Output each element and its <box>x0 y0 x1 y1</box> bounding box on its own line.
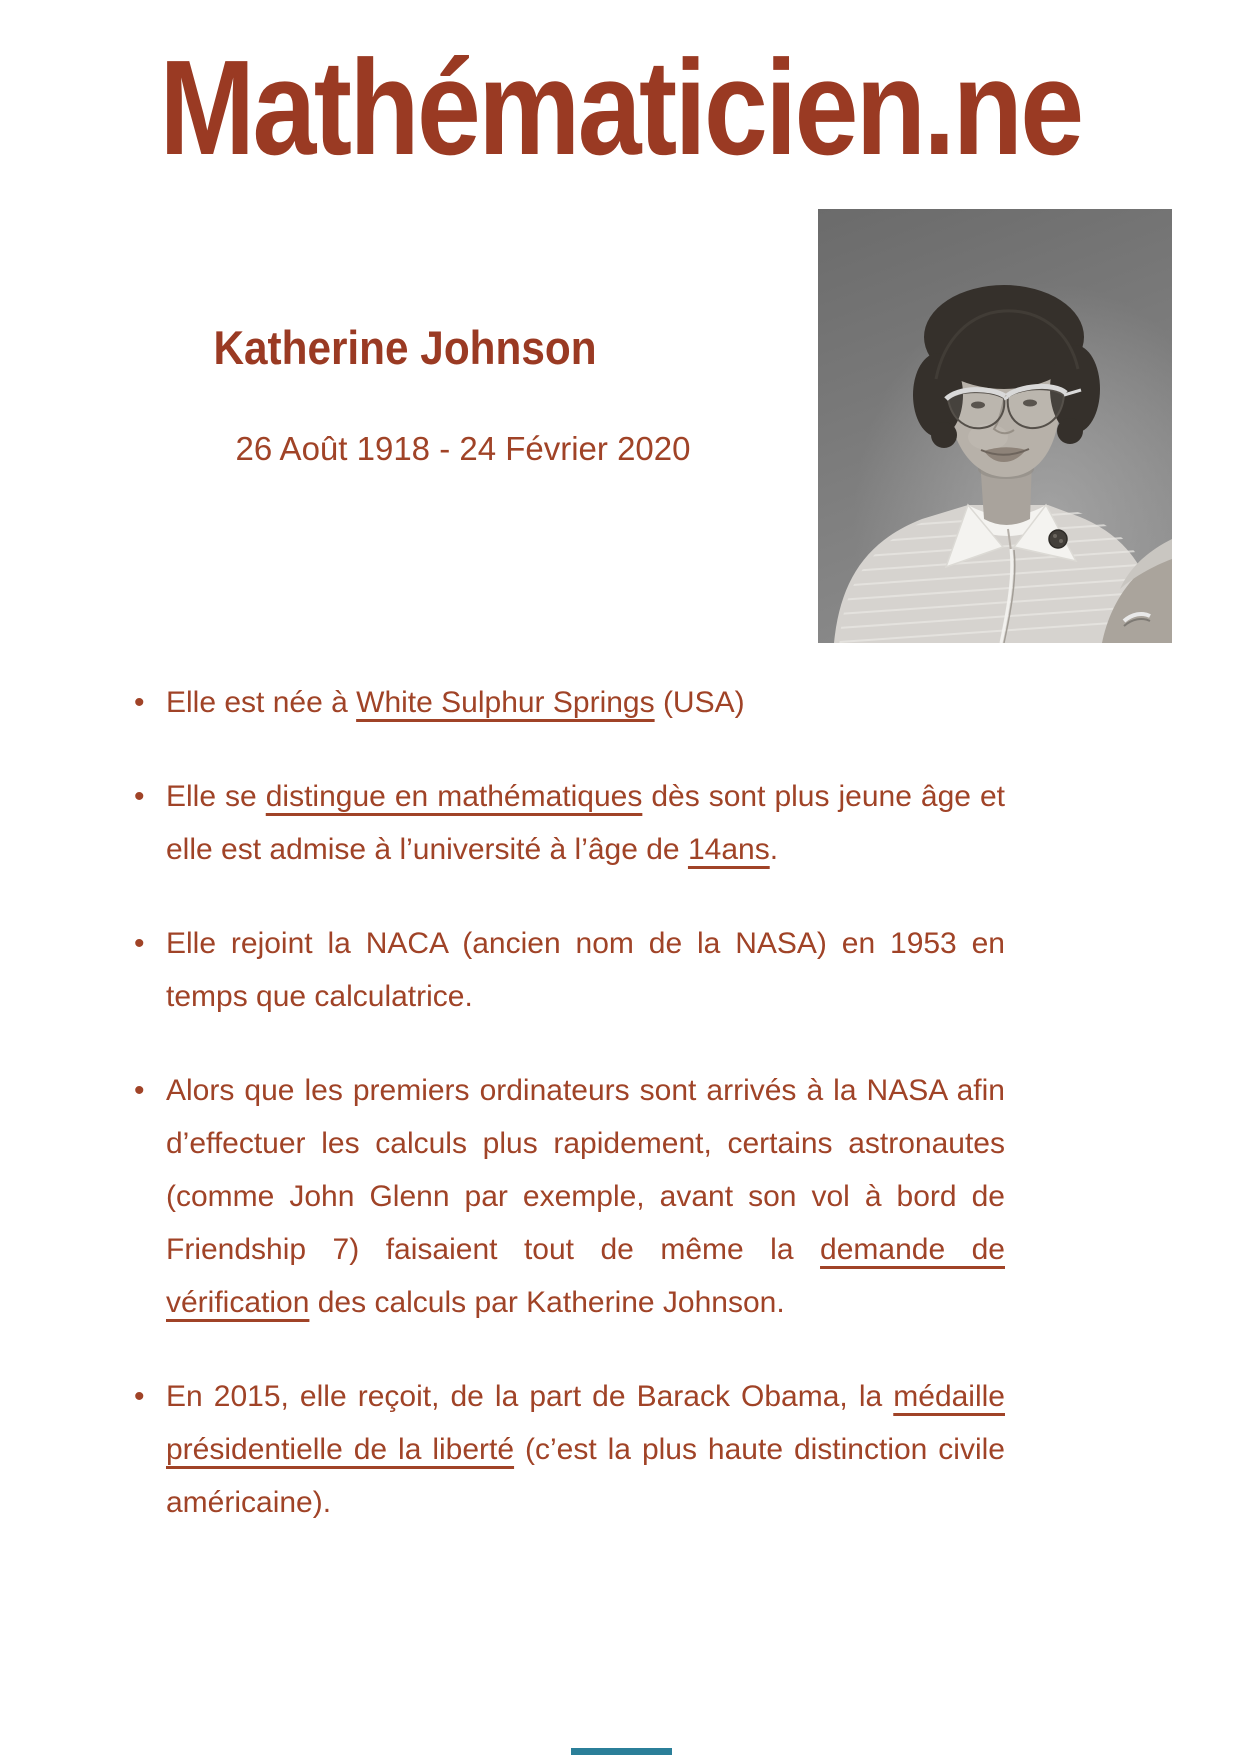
bullet-item <box>132 770 1005 876</box>
page-title: Mathématicien.ne <box>159 32 1082 183</box>
bullet-dot-icon: • <box>134 927 145 960</box>
bullet-dot-icon: • <box>134 686 145 719</box>
text-segment: Alors que les premiers ordinateurs sont arrivés à la NASA afin d’effectuer les calculs plus rapidement, certains astronautes (comme John Glenn par exemple, avant son vol à bord de Friendship 7) faisaient tout de même la <box>166 1074 1005 1266</box>
underlined-text: demande de vérification <box>166 1233 1005 1319</box>
bullet-text <box>166 917 1005 1023</box>
bullet-dot-icon: • <box>134 780 145 813</box>
footer-accent-bar <box>571 1748 672 1755</box>
brooch-pin <box>1049 530 1067 548</box>
text-segment: Elle se <box>166 780 266 813</box>
bullet-item <box>132 917 1005 1023</box>
text-segment: (c’est la plus haute distinction civile américaine). <box>166 1433 1005 1519</box>
katherine-johnson-photo <box>818 209 1172 643</box>
bullet-dot-icon: • <box>134 1074 145 1107</box>
underlined-text: distingue en mathématiques <box>265 780 643 813</box>
portrait-photo-image <box>818 209 1172 643</box>
text-segment: Elle rejoint la NACA (ancien nom de la NASA) en 1953 en temps que calculatrice. <box>166 927 1005 1013</box>
text-segment: Elle est née à <box>166 686 357 719</box>
bullet-item <box>132 676 1005 729</box>
underlined-text: 14ans <box>687 833 770 866</box>
bullet-text <box>166 770 1005 876</box>
text-segment: En 2015, elle reçoit, de la part de Barack Obama, la <box>166 1380 894 1413</box>
text-segment: dès sont plus jeune âge et elle est admise à l’université à l’âge de <box>166 780 1006 866</box>
bullet-text <box>166 1064 1005 1329</box>
facts-list <box>132 676 1005 1570</box>
underlined-text: médaille présidentielle de la liberté <box>166 1380 1005 1466</box>
bullet-dot-icon: • <box>134 1380 145 1413</box>
person-dates: 26 Août 1918 - 24 Février 2020 <box>235 430 691 467</box>
text-segment: . <box>769 833 779 866</box>
bullet-text <box>166 1370 1005 1529</box>
person-name: Katherine Johnson <box>213 321 597 374</box>
bullet-text <box>166 676 1005 729</box>
text-segment: des calculs par Katherine Johnson. <box>309 1286 785 1319</box>
underlined-text: White Sulphur Springs <box>356 686 655 719</box>
bullet-item <box>132 1064 1005 1329</box>
bullet-item <box>132 1370 1005 1529</box>
text-segment: (USA) <box>654 686 745 719</box>
